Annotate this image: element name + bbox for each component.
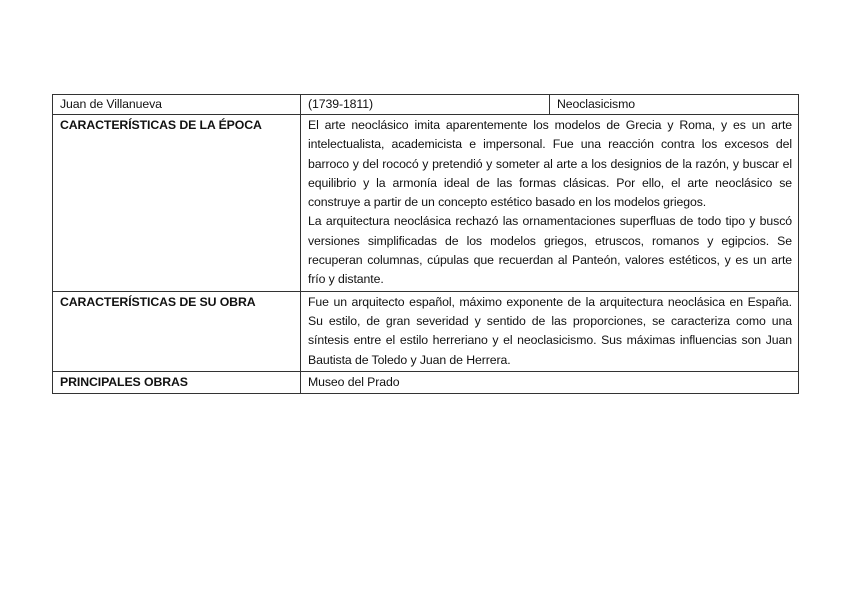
author-cell: Juan de Villanueva: [53, 95, 301, 115]
row-label-epoca: CARACTERÍSTICAS DE LA ÉPOCA: [53, 115, 301, 292]
artist-info-table: [52, 94, 799, 394]
paragraph: El arte neoclásico imita aparentemente los modelos de Grecia y Roma, y es un arte intelectualista, academicista e impersonal. Fue una reacción contra los excesos del barroco y del rococó y pretendió y someter al arte a los designios de la razón, y buscar el equilibrio y la armonía ideal de las formas clásicas. Por ello, el arte neoclásico se construye a partir de un concepto estético basado en los modelos griegos.: [308, 118, 792, 210]
header-row: [53, 95, 799, 115]
style-cell: Neoclasicismo: [550, 95, 799, 115]
table-row: [53, 371, 799, 393]
row-content-obra: [301, 291, 799, 371]
row-label-obras: PRINCIPALES OBRAS: [53, 371, 301, 393]
paragraph: La arquitectura neoclásica rechazó las ornamentaciones superfluas de todo tipo y buscó versiones simplificadas de los modelos griegos, etruscos, romanos y egipcios. Se recuperan columnas, cúpulas que recuerdan al Panteón, valores estéticos, y es un arte frío y distante.: [308, 214, 792, 287]
row-content-epoca: [301, 115, 799, 292]
table-row: [53, 291, 799, 371]
row-content-obras: [301, 371, 799, 393]
paragraph: Fue un arquitecto español, máximo exponente de la arquitectura neoclásica en España. Su estilo, de gran severidad y sentido de las proporciones, se caracteriza como una síntesis entre el estilo herreriano y el neoclasicismo. Sus máximas influencias son Juan Bautista de Toledo y Juan de Herrera.: [308, 294, 792, 367]
paragraph: Museo del Prado: [308, 374, 400, 389]
table-row: [53, 115, 799, 292]
row-label-obra: CARACTERÍSTICAS DE SU OBRA: [53, 291, 301, 371]
years-cell: (1739-1811): [301, 95, 550, 115]
